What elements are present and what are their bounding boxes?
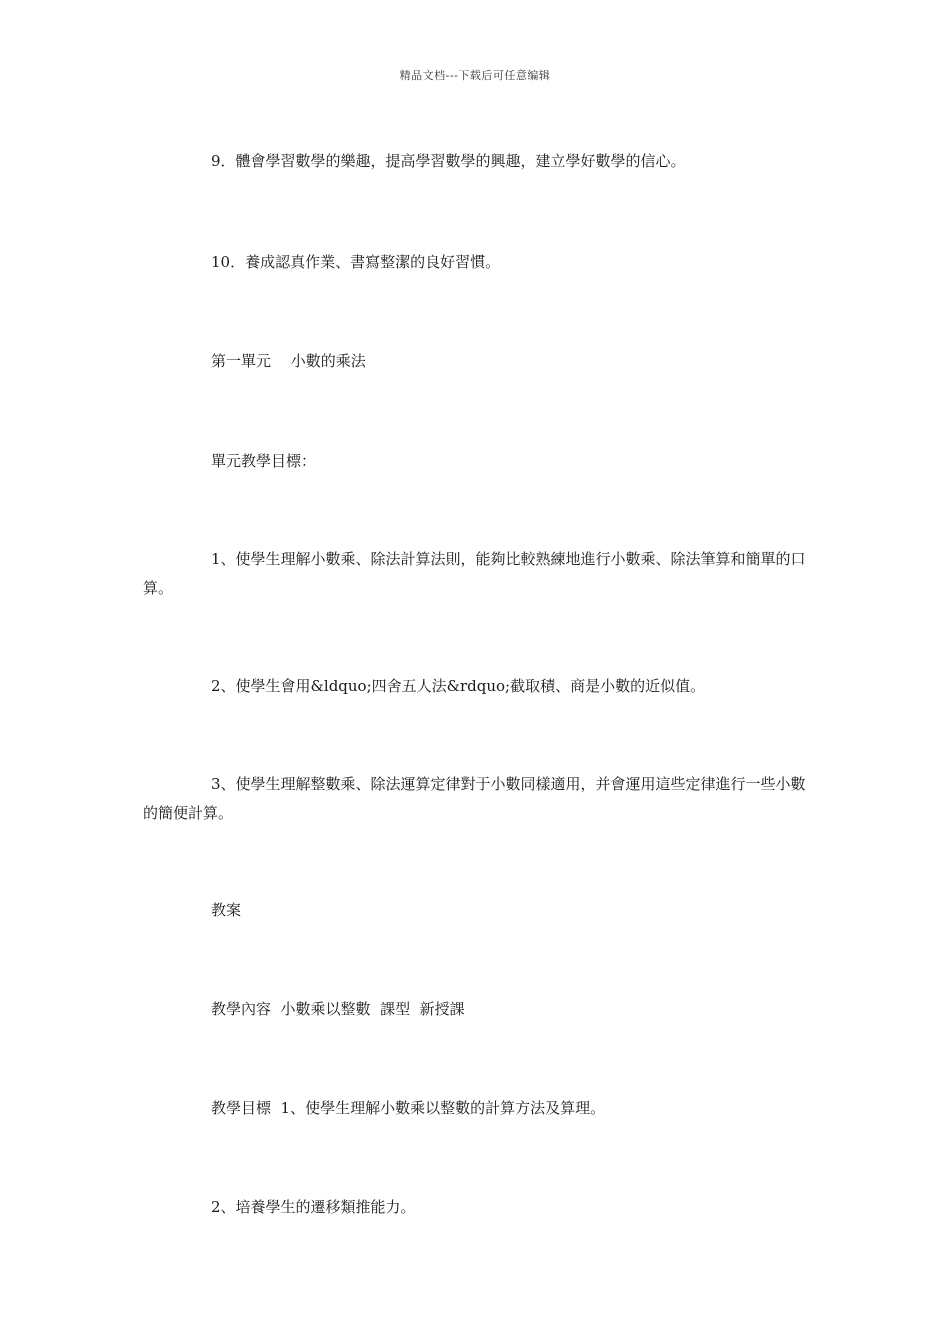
- paragraph-text: 3、使學生理解整數乘、除法運算定律對于小數同樣適用，并會運用這些定律進行一些小數的簡便計算。: [143, 775, 806, 822]
- lesson-content: [143, 995, 813, 1024]
- paragraph-text: 教案: [211, 901, 242, 919]
- objective-3: [143, 770, 813, 828]
- page-header: 精品文档---下载后可任意编辑: [399, 69, 551, 82]
- lesson-plan-heading: [143, 896, 813, 925]
- paragraph-text: 1、使學生理解小數乘、除法計算法則，能夠比較熟練地進行小數乘、除法筆算和簡單的口算。: [143, 550, 806, 597]
- paragraph-text: 2、培養學生的遷移類推能力。: [211, 1198, 416, 1216]
- lesson-goal-1: [143, 1094, 813, 1123]
- paragraph-text: 10．養成認真作業、書寫整潔的良好習慣。: [211, 253, 501, 271]
- paragraph-text: 教學目標 1、使學生理解小數乘以整數的計算方法及算理。: [211, 1099, 606, 1117]
- paragraph-text: 第一單元 小數的乘法: [211, 352, 366, 370]
- paragraph-text: 單元教學目標：: [211, 452, 317, 470]
- paragraph-goal-10: [143, 248, 813, 277]
- objective-1: [143, 545, 813, 603]
- unit-heading: [143, 347, 813, 376]
- unit-objectives-heading: [143, 447, 813, 476]
- paragraph-text: 教學內容 小數乘以整數 課型 新授課: [211, 1000, 465, 1018]
- paragraph-goal-9: [143, 147, 813, 176]
- objective-2: [143, 672, 813, 701]
- paragraph-text: 9．體會學習數學的樂趣，提高學習數學的興趣，建立學好數學的信心。: [211, 152, 686, 170]
- paragraph-text: 2、使學生會用&ldquo;四舍五人法&rdquo;截取積、商是小數的近似值。: [211, 677, 706, 695]
- lesson-goal-2: [143, 1193, 813, 1222]
